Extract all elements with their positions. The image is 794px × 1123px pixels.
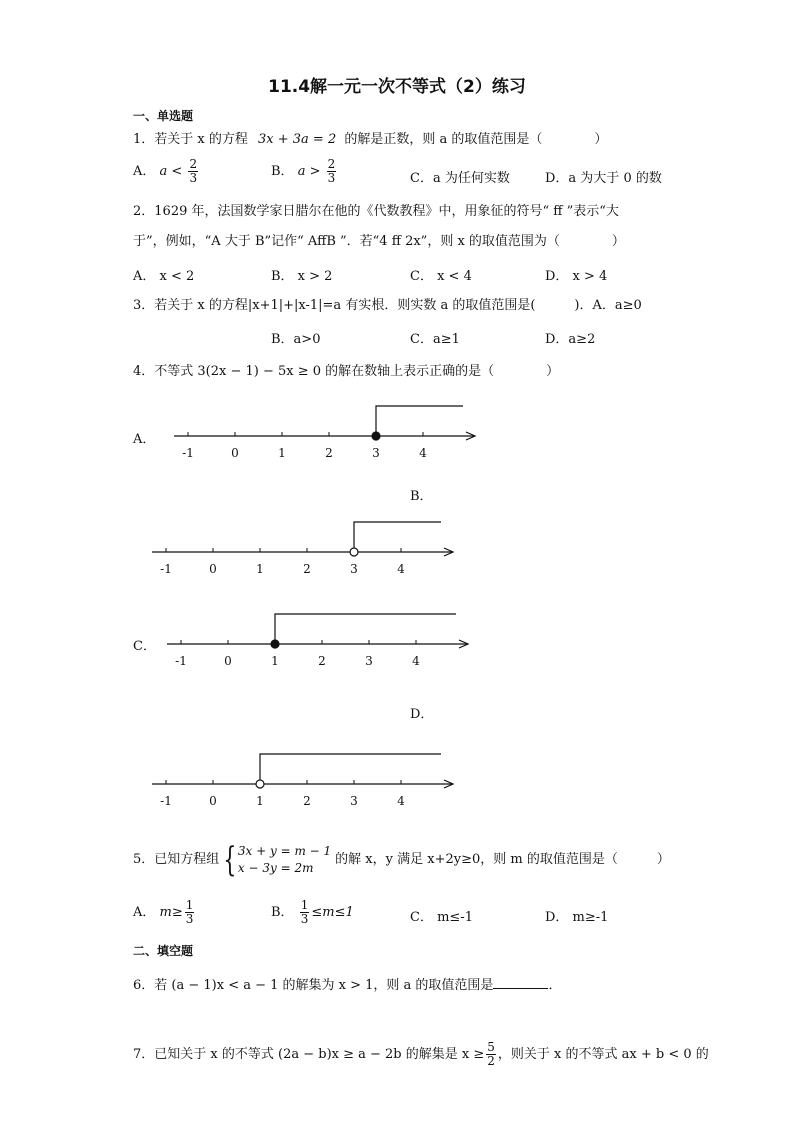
- option-b-fraction: [327, 158, 337, 185]
- option-b-prefix: B．: [271, 905, 294, 920]
- option-b-expression: ≤m≤1: [311, 905, 354, 920]
- question-3-option-c[interactable]: C．a≥1: [410, 332, 460, 347]
- tick-label: 4: [397, 562, 405, 576]
- option-a-fraction: [185, 899, 195, 926]
- number-line-option-b: [148, 516, 468, 586]
- solution-ray: [275, 614, 456, 644]
- question-5-option-b[interactable]: [271, 899, 354, 926]
- tick-label: 4: [412, 654, 420, 668]
- solution-ray: [354, 522, 441, 552]
- question-4-option-c-label[interactable]: C．: [133, 639, 156, 654]
- tick-label: -1: [175, 654, 187, 668]
- system-equation-1: 3x + y = m − 1: [237, 843, 332, 858]
- option-b-prefix: B．: [271, 164, 294, 179]
- tick-label: 1: [256, 794, 264, 808]
- fraction-denominator: 3: [327, 171, 336, 185]
- tick-label: 3: [372, 446, 380, 460]
- tick-label: 3: [350, 562, 358, 576]
- option-b-fraction: [300, 899, 310, 926]
- question-1-stem: [133, 130, 607, 150]
- option-a-fraction: [188, 158, 198, 185]
- question-1-option-c[interactable]: C．a 为任何实数: [410, 171, 510, 186]
- section-heading-fill-in: 二、填空题: [133, 944, 194, 958]
- question-2-option-a[interactable]: A． x < 2: [133, 269, 195, 284]
- fraction-denominator: 2: [487, 1054, 495, 1068]
- fraction-numerator: 1: [300, 898, 309, 912]
- question-5-stem: [133, 840, 670, 880]
- question-6-text-b: ．: [548, 978, 562, 993]
- tick-label: 0: [231, 446, 239, 460]
- question-5-option-d[interactable]: D． m≥-1: [545, 910, 609, 925]
- question-7-text-a: 7．已知关于 x 的不等式 (2a − b)x ≥ a − 2b 的解集是 x ≥: [133, 1047, 485, 1062]
- question-1-option-d[interactable]: D．a 为大于 0 的数: [545, 171, 662, 186]
- question-1-text-a: 1．若关于 x 的方程: [133, 132, 248, 147]
- question-5-text-a: 5．已知方程组: [133, 852, 220, 867]
- tick-label: 4: [397, 794, 405, 808]
- tick-label: 0: [224, 654, 232, 668]
- closed-point: [372, 432, 380, 440]
- fraction-denominator: 3: [189, 171, 198, 185]
- question-3-option-d[interactable]: D．a≥2: [545, 332, 596, 347]
- fraction-numerator: 2: [189, 157, 198, 171]
- option-a-prefix: A．: [133, 905, 156, 920]
- tick-label: 2: [318, 654, 326, 668]
- question-1-equation: 3x + 3a = 2: [258, 132, 337, 147]
- question-4-stem: 4．不等式 3(2x − 1) − 5x ≥ 0 的解在数轴上表示正确的是（ ）: [133, 364, 560, 379]
- question-3-option-b[interactable]: B．a>0: [271, 332, 321, 347]
- tick-label: 4: [419, 446, 427, 460]
- tick-label: -1: [182, 446, 194, 460]
- option-a-expression: a <: [159, 164, 183, 179]
- tick-label: 1: [278, 446, 286, 460]
- tick-label: -1: [160, 562, 172, 576]
- question-4-option-a-label[interactable]: A．: [133, 432, 156, 447]
- tick-label: 3: [350, 794, 358, 808]
- question-4-option-b-label[interactable]: B．: [410, 489, 433, 504]
- question-2-option-b[interactable]: B． x > 2: [271, 269, 333, 284]
- question-1-option-b[interactable]: [271, 158, 338, 185]
- question-5-option-c[interactable]: C． m≤-1: [410, 910, 473, 925]
- open-point: [350, 548, 358, 556]
- fraction-numerator: 2: [327, 157, 336, 171]
- question-2-option-c[interactable]: C． x < 4: [410, 269, 472, 284]
- option-a-expression: m≥: [159, 905, 183, 920]
- open-point: [256, 780, 264, 788]
- question-6-stem: [133, 976, 561, 996]
- tick-label: 1: [271, 654, 279, 668]
- section-heading-single-choice: 一、单选题: [133, 109, 194, 123]
- question-7-text-b: ，则关于 x 的不等式 ax + b < 0 的: [497, 1047, 709, 1062]
- question-1-option-a[interactable]: [133, 158, 200, 185]
- tick-label: 0: [209, 562, 217, 576]
- question-2-line-2: 于”，例如，“A 大于 B”记作“ AffB ”．若“4 ff 2x”，则 x 的取值范围为（ ）: [133, 234, 625, 249]
- option-a-prefix: A．: [133, 164, 156, 179]
- question-7-stem: [133, 1038, 709, 1072]
- question-2-option-d[interactable]: D． x > 4: [545, 269, 608, 284]
- page-title: 11.4解一元一次不等式（2）练习: [268, 77, 526, 97]
- equation-system: [238, 843, 331, 877]
- number-line-option-c: [163, 608, 483, 678]
- system-brace-icon: {: [223, 839, 237, 880]
- number-line-option-d: [148, 748, 468, 818]
- tick-label: 2: [303, 562, 311, 576]
- fraction-denominator: 3: [300, 912, 309, 926]
- fraction-numerator: 5: [487, 1040, 495, 1054]
- answer-blank[interactable]: [493, 976, 548, 989]
- fraction-numerator: 1: [185, 898, 194, 912]
- question-7-fraction: [486, 1041, 496, 1068]
- question-2-line-1: 2．1629 年，法国数学家日腊尔在他的《代数教程》中，用象征的符号“ ff ”表示“大: [133, 204, 619, 219]
- question-6-text-a: 6．若 (a − 1)x < a − 1 的解集为 x > 1，则 a 的取值范围是: [133, 978, 494, 993]
- tick-label: 1: [256, 562, 264, 576]
- tick-label: 0: [209, 794, 217, 808]
- tick-label: 2: [325, 446, 333, 460]
- option-b-expression: a >: [297, 164, 321, 179]
- tick-label: 3: [365, 654, 373, 668]
- question-4-option-d-label[interactable]: D．: [410, 707, 434, 722]
- question-3-line-1: 3．若关于 x 的方程|x+1|+|x-1|=a 有实根．则实数 a 的取值范围是( )．A．a≥0: [133, 298, 642, 313]
- system-equation-2: x − 3y = 2m: [237, 860, 314, 875]
- solution-ray: [376, 406, 463, 436]
- question-5-text-b: 的解 x，y 满足 x+2y≥0，则 m 的取值范围是（ ）: [335, 852, 670, 867]
- question-1-text-b: 的解是正数，则 a 的取值范围是（ ）: [344, 132, 608, 147]
- tick-label: 2: [303, 794, 311, 808]
- solution-ray: [260, 754, 441, 784]
- closed-point: [271, 640, 279, 648]
- number-line-option-a: [170, 400, 490, 470]
- question-5-option-a[interactable]: [133, 899, 196, 926]
- fraction-denominator: 3: [185, 912, 194, 926]
- tick-label: -1: [160, 794, 172, 808]
